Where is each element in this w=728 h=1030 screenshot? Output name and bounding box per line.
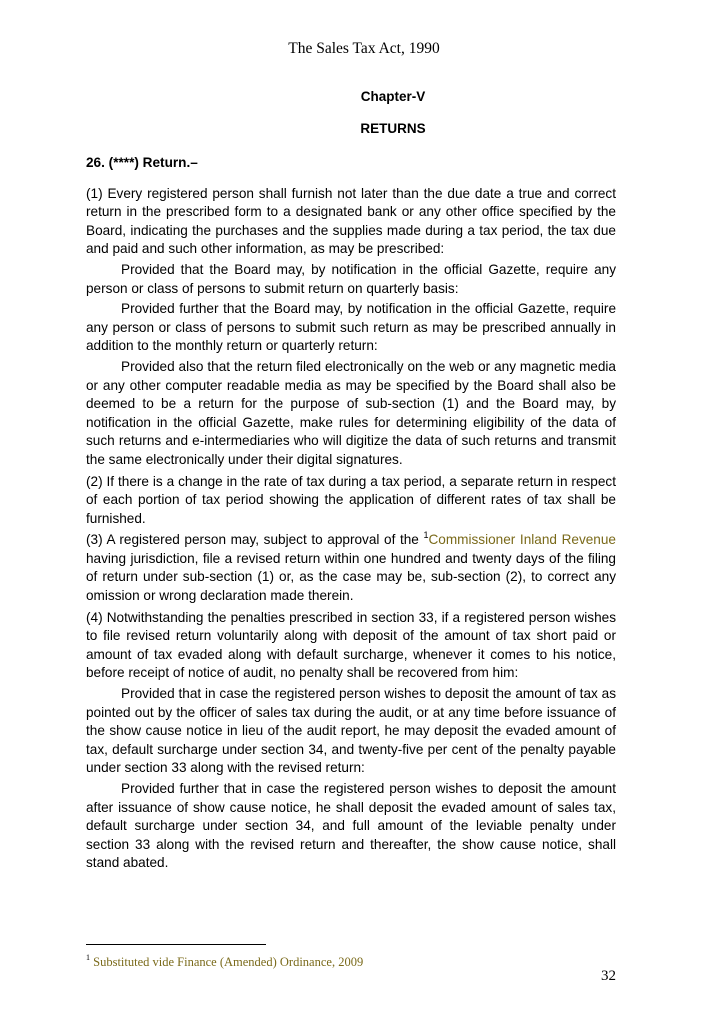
- amended-text-commissioner-inland-revenue: Commissioner Inland Revenue: [428, 532, 616, 548]
- footnote-text: Substituted vide Finance (Amended) Ordinance, 2009: [93, 955, 364, 969]
- subsection-1-proviso-3: Provided also that the return filed electronically on the web or any magnetic media or any other computer readable media as may be specified by the Board shall also be deemed to be a return for the purpose of sub-section (1) and the Board may, by notification in the official Gazette, make rules for determining eligibility of the data of such returns and e-intermediaries who will digitize the data of such returns and transmit the same electronically under their digital signatures.: [86, 358, 616, 467]
- subsection-1: (1) Every registered person shall furnish not later than the due date a true and correct return in the prescribed form to a designated bank or any other office specified by the Board, indicating the purchases and the supplies made during a tax period, the tax due and paid and such other information, as may be prescribed:: [86, 185, 616, 257]
- page-number: 32: [601, 968, 616, 984]
- subsection-2: (2) If there is a change in the rate of tax during a tax period, a separate return in respect of each portion of tax period showing the application of different rates of tax shall be furnished.: [86, 473, 616, 526]
- subsection-4-proviso-1: Provided that in case the registered person wishes to deposit the amount of tax as pointed out by the officer of sales tax during the audit, or at any time before issuance of the show cause notice in lieu of the audit report, he may deposit the evaded amount of tax, default surcharge under section 34, and twenty-five per cent of the penalty payable under section 33 along with the revised return:: [86, 686, 616, 776]
- footnote: [86, 955, 363, 970]
- running-header: The Sales Tax Act, 1990: [288, 40, 440, 57]
- subsection-3-text-end: having jurisdiction, file a revised return within one hundred and twenty days of the filing of return under sub-section (1) or, as the case may be, sub-section (2), to correct any omission or wrong declaration made therein.: [86, 550, 616, 604]
- subsection-3: [86, 531, 616, 605]
- section-heading: 26. (****) Return.–: [86, 155, 198, 170]
- subsection-1-proviso-2: Provided further that the Board may, by notification in the official Gazette, require any person or class of persons to submit such return as may be prescribed annually in addition to the monthly return or quarterly return:: [86, 301, 616, 354]
- footnote-marker: 1: [86, 953, 90, 962]
- subsection-4-proviso-2: Provided further that in case the registered person wishes to deposit the amount after issuance of show cause notice, he shall deposit the evaded amount of sales tax, default surcharge under section 34, and full amount of the leviable penalty under section 33 along with the revised return and thereafter, the show cause notice, shall stand abated.: [86, 781, 616, 871]
- subsection-4: (4) Notwithstanding the penalties prescribed in section 33, if a registered person wishes to file revised return voluntarily along with deposit of the amount of tax short paid or amount of tax evaded along with default surcharge, whenever it comes to his notice, before receipt of notice of audit, no penalty shall be recovered from him:: [86, 609, 616, 681]
- footnote-reference-marker[interactable]: 1: [423, 530, 429, 541]
- subsection-1-proviso-1: Provided that the Board may, by notification in the official Gazette, require any person or class of persons to submit return on quarterly basis:: [86, 261, 616, 296]
- footnote-divider: [86, 944, 266, 945]
- section-body: [86, 154, 616, 873]
- chapter-number: Chapter-V: [360, 89, 426, 104]
- chapter-title: RETURNS: [360, 121, 426, 136]
- subsection-3-text-start: (3) A registered person may, subject to approval of the: [86, 532, 424, 548]
